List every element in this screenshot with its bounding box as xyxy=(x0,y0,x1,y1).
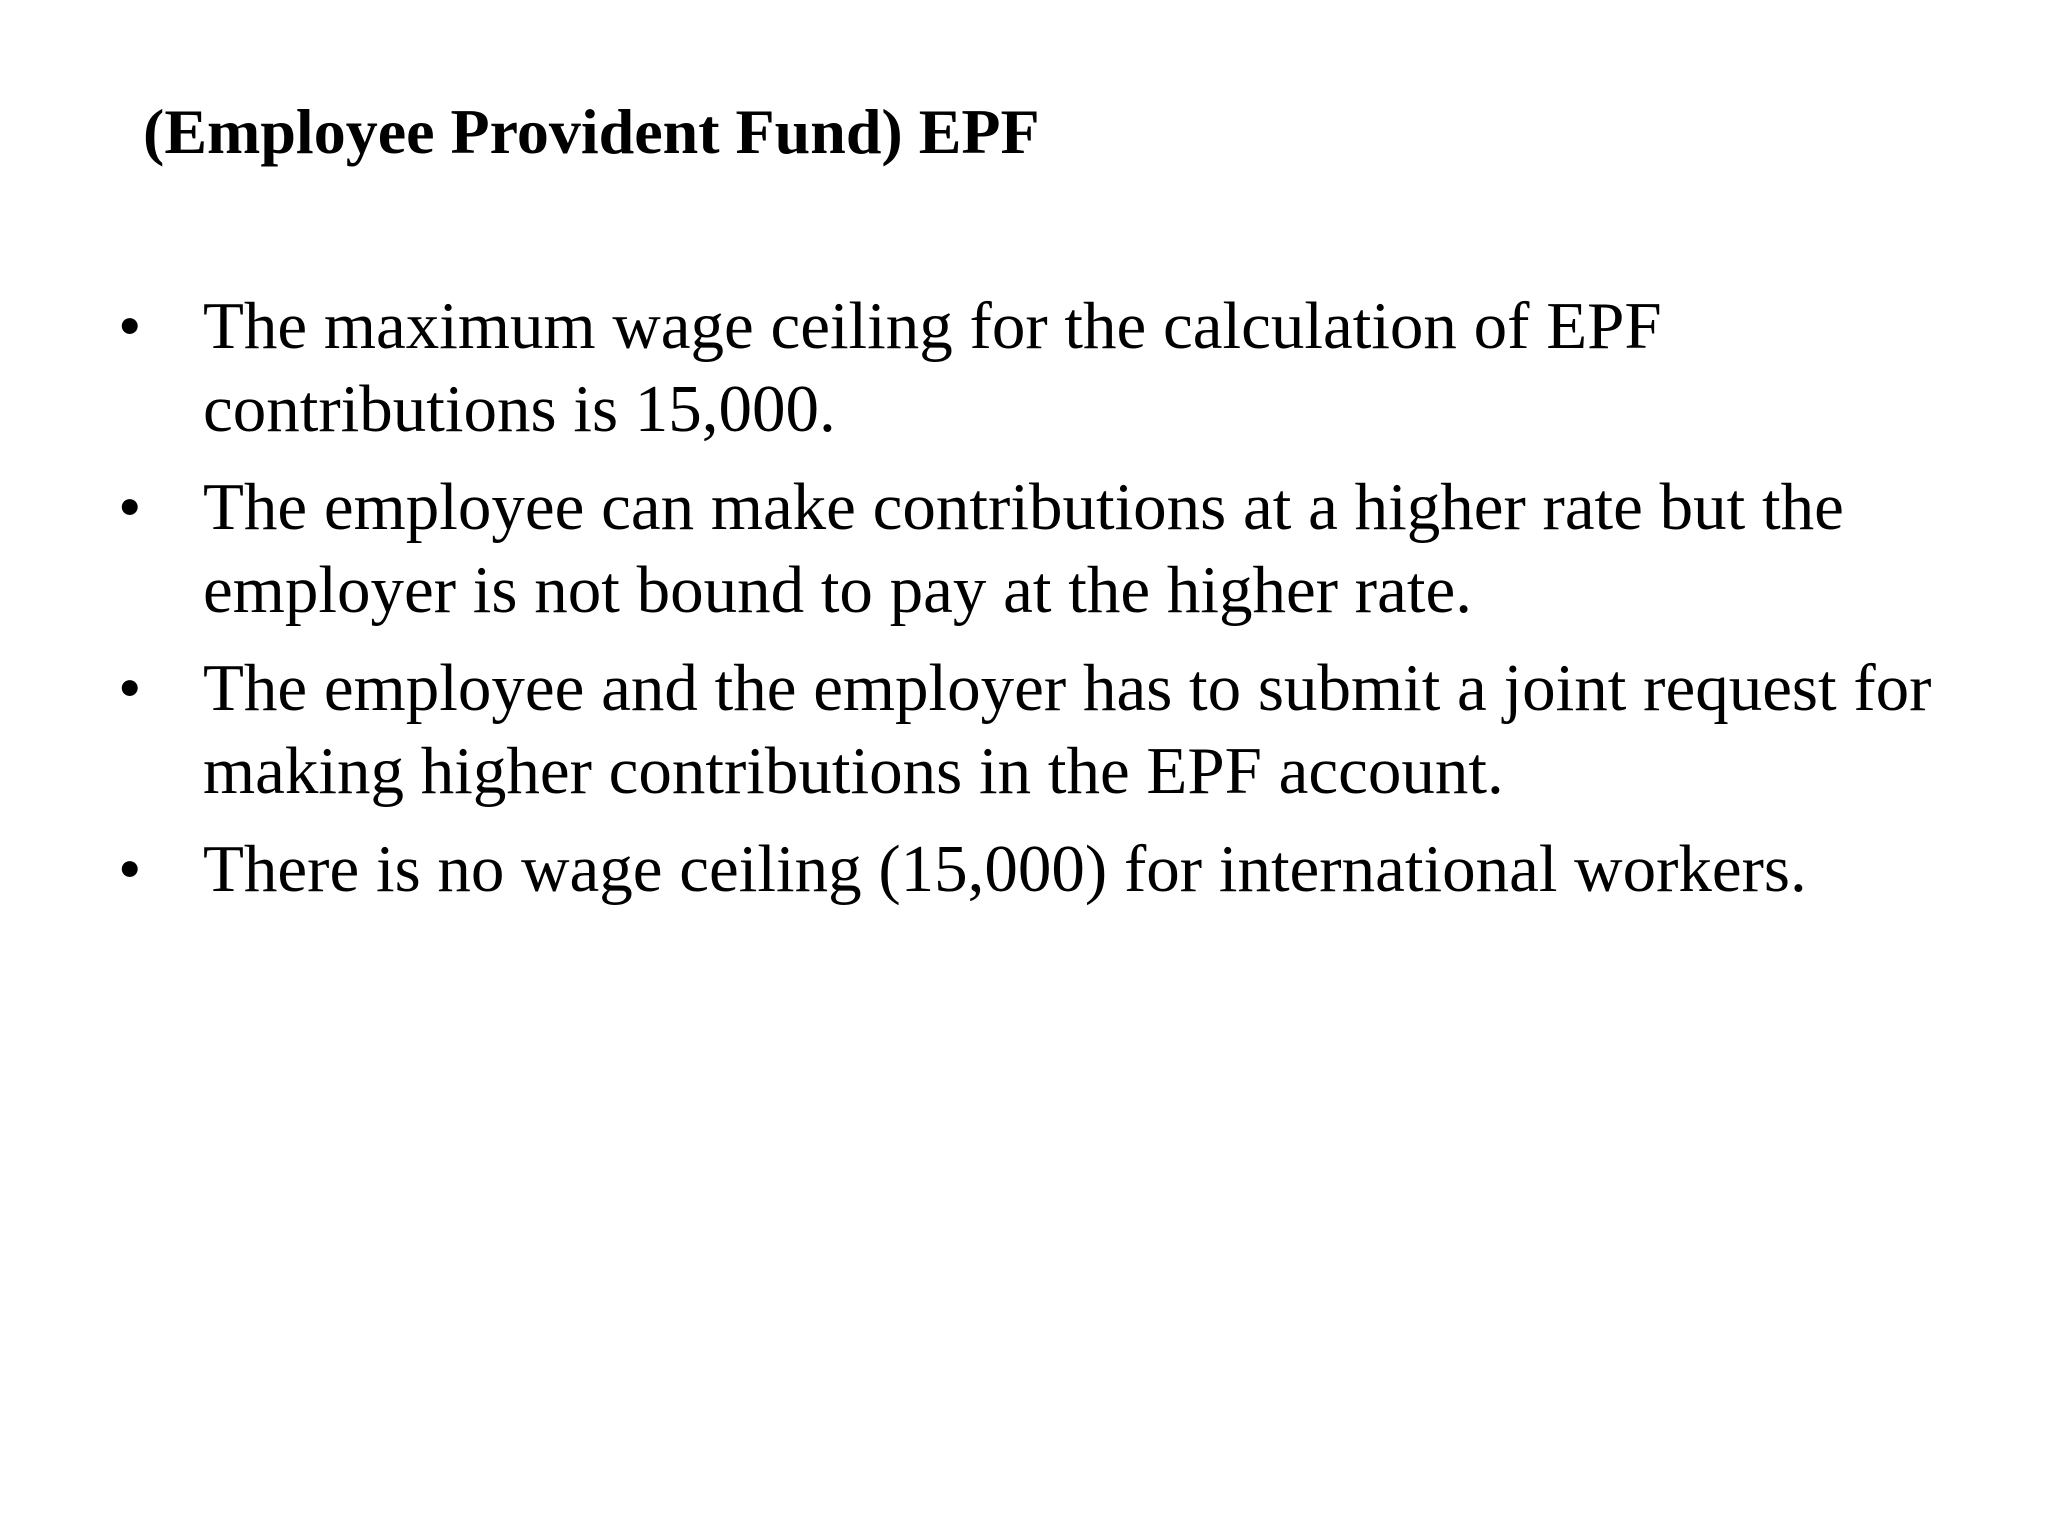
bullet-list xyxy=(118,285,1958,926)
bullet-item xyxy=(118,828,1958,911)
bullet-text: There is no wage ceiling (15,000) for international workers. xyxy=(203,832,1807,906)
slide-title: (Employee Provident Fund) EPF xyxy=(143,96,1040,167)
bullet-item xyxy=(118,647,1958,813)
bullet-icon: • xyxy=(118,470,142,544)
bullet-icon: • xyxy=(118,832,142,906)
bullet-text: The employee and the employer has to submit a joint request for making higher contributions in the EPF account. xyxy=(203,651,1932,808)
bullet-icon: • xyxy=(118,651,142,725)
bullet-text: The maximum wage ceiling for the calculation of EPF contributions is 15,000. xyxy=(203,289,1662,446)
bullet-item xyxy=(118,285,1958,451)
bullet-icon: • xyxy=(118,289,142,363)
bullet-item xyxy=(118,466,1958,632)
bullet-text: The employee can make contributions at a higher rate but the employer is not bound to pay at the higher rate. xyxy=(203,470,1844,627)
